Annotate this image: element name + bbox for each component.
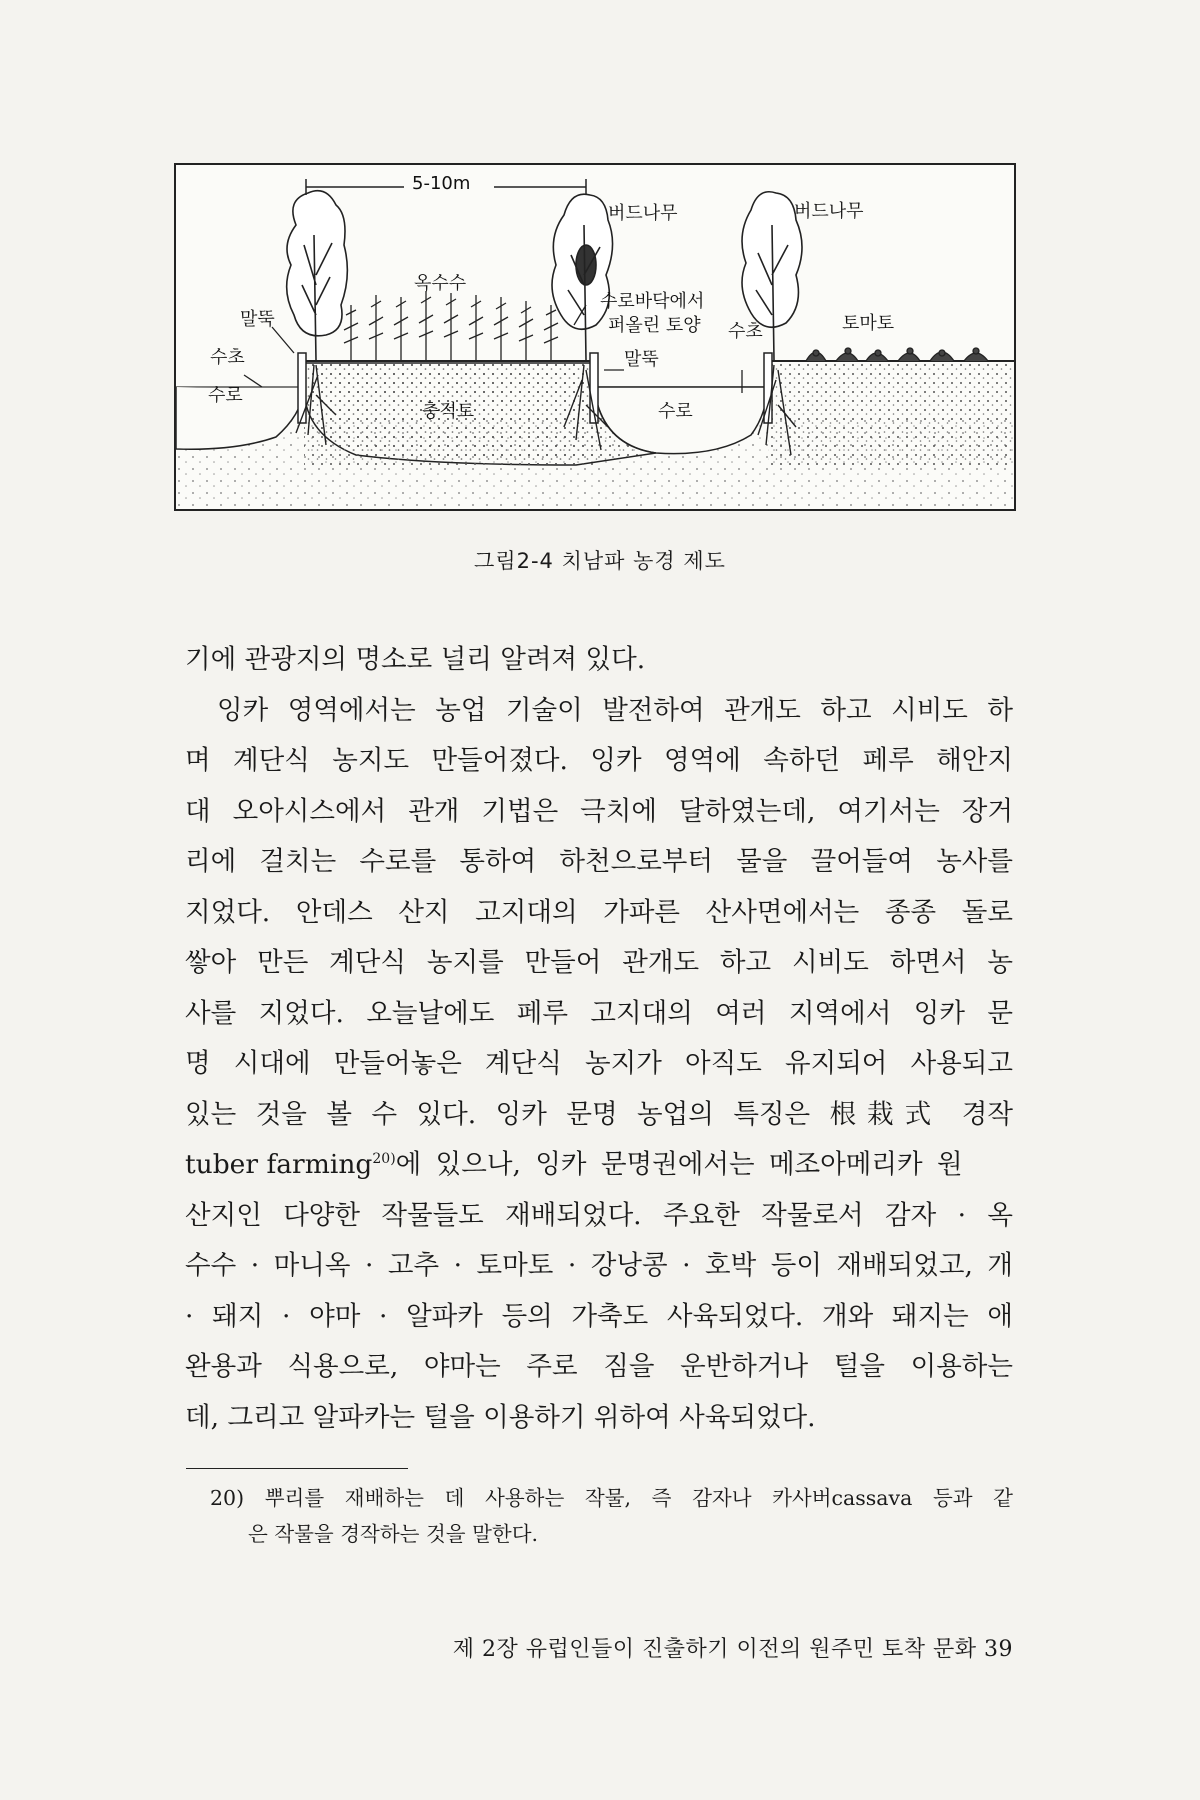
body-line-with-footnote (185, 1140, 1013, 1191)
footnote-reference: 20) (372, 1151, 396, 1168)
body-line: 있는 것을 볼 수 있다. 잉카 문명 농업의 특징은 根栽式 경작 (185, 1098, 1013, 1130)
stake-label-mid: 말뚝 (624, 349, 659, 370)
stake-label-left: 말뚝 (240, 309, 275, 330)
body-line: 며 계단식 농지도 만들어졌다. 잉카 영역에 속하던 페루 해안지 (185, 745, 1013, 776)
willow-tree-mid (552, 194, 613, 360)
body-line: 쌓아 만든 계단식 농지를 만들어 관개도 하고 시비도 하면서 농 (185, 947, 1013, 978)
body-line: 수수 · 마니옥 · 고추 · 토마토 · 강낭콩 · 호박 등이 재배되었고, 개 (185, 1250, 1013, 1281)
weed-label-right: 수초 (728, 321, 763, 342)
tomato-plants (806, 348, 988, 361)
chinampa-illustration (176, 165, 1014, 509)
body-line: 완용과 식용으로, 야마는 주로 짐을 운반하거나 털을 이용하는 (185, 1351, 1013, 1382)
tomato-label: 토마토 (842, 313, 895, 334)
body-line-part: 에 있으나, 잉카 문명권에서는 메조아메리카 원 (395, 1149, 963, 1180)
body-line-part: tuber farming (185, 1149, 373, 1180)
willow-tree-left (287, 191, 348, 360)
corn-label: 옥수수 (414, 273, 467, 294)
canal-label-left: 수로 (208, 385, 243, 406)
body-text (185, 635, 1013, 1443)
footnote-divider (186, 1468, 408, 1469)
footnote-line: 20) 뿌리를 재배하는 데 사용하는 작물, 즉 감자나 카사버cassava 등과 같 (210, 1486, 1013, 1510)
footnote-line: 은 작물을 경작하는 것을 말한다. (248, 1522, 539, 1546)
scale-label: 5-10m (412, 173, 471, 194)
willow-label-mid: 버드나무 (608, 203, 678, 224)
body-line: 사를 지었다. 오늘날에도 페루 고지대의 여러 지역에서 잉카 문 (185, 997, 1013, 1029)
alluvium-label: 충적토 (422, 401, 475, 422)
running-footer: 제 2장 유럽인들이 진출하기 이전의 원주민 토착 문화 39 (452, 1637, 1013, 1662)
body-line: · 돼지 · 야마 · 알파카 등의 가축도 사육되었다. 개와 돼지는 애 (185, 1300, 1013, 1332)
footnote (210, 1480, 1013, 1552)
body-line: 산지인 다양한 작물들도 재배되었다. 주요한 작물로서 감자 · 옥 (185, 1199, 1013, 1231)
figure-caption: 그림2-4 치남파 농경 제도 (474, 549, 726, 573)
body-line: 대 오아시스에서 관개 기법은 극치에 달하였는데, 여기서는 장거 (185, 795, 1013, 827)
stake-left (298, 353, 306, 423)
body-line: 기에 관광지의 명소로 널리 알려져 있다. (185, 644, 646, 675)
body-line: 잉카 영역에서는 농업 기술이 발전하여 관개도 하고 시비도 하 (217, 694, 1013, 726)
body-line: 지었다. 안데스 산지 고지대의 가파른 산사면에서는 종종 돌로 (185, 896, 1013, 928)
canal-label-mid: 수로 (658, 401, 693, 422)
body-line: 리에 걸치는 수로를 통하여 하천으로부터 물을 끌어들여 농사를 (185, 846, 1013, 877)
body-line: 명 시대에 만들어놓은 계단식 농지가 아직도 유지되어 사용되고 (185, 1048, 1013, 1079)
willow-label-right: 버드나무 (794, 201, 864, 222)
body-line: 데, 그리고 알파카는 털을 이용하기 위하여 사육되었다. (185, 1401, 816, 1433)
weed-label-left: 수초 (210, 347, 245, 368)
corn-plants (344, 291, 558, 361)
chinampa-figure (174, 163, 1016, 511)
raised-soil-label-1: 수로바닥에서 (600, 291, 705, 312)
raised-soil-label-2: 퍼올린 토양 (608, 315, 701, 336)
chinampa-right-soil (768, 361, 1014, 465)
